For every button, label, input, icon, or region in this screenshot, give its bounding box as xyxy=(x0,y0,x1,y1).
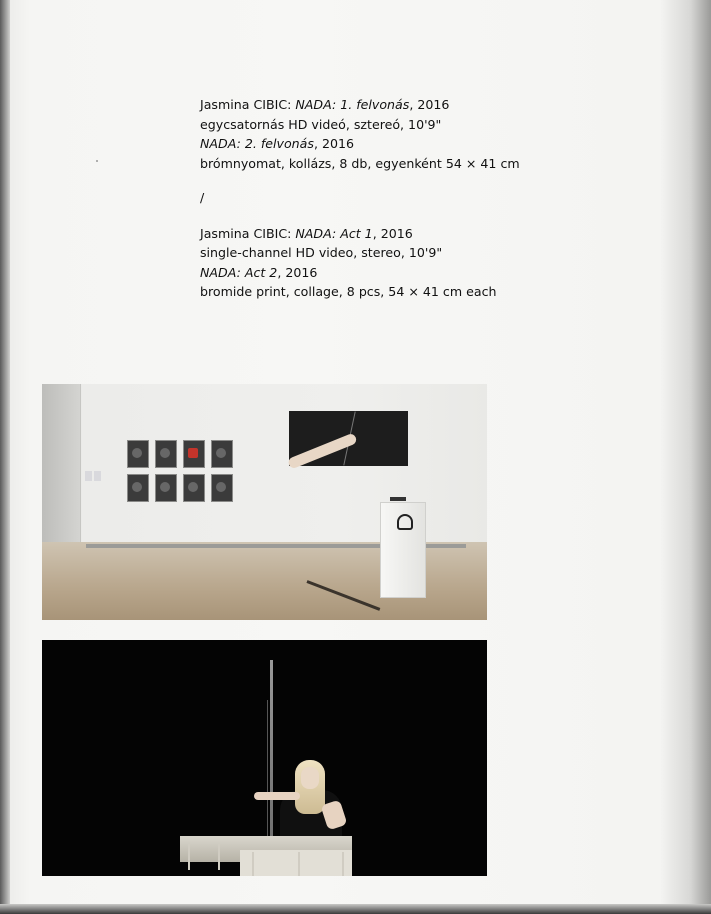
architectural-model-front xyxy=(240,850,352,876)
framed-print-red xyxy=(183,440,205,468)
headphones-icon xyxy=(397,514,413,530)
performer-face xyxy=(301,767,319,789)
model-post xyxy=(298,852,300,876)
model-post xyxy=(188,844,190,870)
work-year-2-en: , 2016 xyxy=(277,264,318,280)
page-binding-edge xyxy=(0,0,10,914)
wall-label xyxy=(94,471,101,481)
installation-view-photo xyxy=(42,384,487,620)
work-year-1: , 2016 xyxy=(409,97,450,112)
work-year-2: , 2016 xyxy=(313,136,355,151)
media-player xyxy=(390,497,406,501)
framed-print xyxy=(211,474,233,502)
framed-print xyxy=(183,474,205,502)
framed-print xyxy=(155,440,177,468)
artist-name: Jasmina CIBIC: xyxy=(200,97,296,112)
caption-en-line-3 xyxy=(200,263,620,283)
page-bottom-edge xyxy=(0,904,711,914)
work-title-2-en: NADA: Act 2 xyxy=(200,264,278,280)
performer-arm-left xyxy=(254,792,300,800)
framed-print xyxy=(155,474,177,502)
caption-hu-line-3 xyxy=(200,134,620,154)
framed-print xyxy=(127,440,149,468)
model-post xyxy=(342,852,344,876)
paper-speck xyxy=(96,160,98,162)
caption-hu-line-1 xyxy=(200,95,620,115)
artwork-caption xyxy=(200,95,620,302)
caption-hu-line-2: egycsatornás HD videó, sztereó, 10'9" xyxy=(200,116,442,132)
video-projection xyxy=(289,411,408,466)
work-year-1-en: , 2016 xyxy=(372,225,413,241)
language-separator: / xyxy=(200,190,205,205)
caption-en-line-1 xyxy=(200,224,620,244)
work-title-2: NADA: 2. felvonás xyxy=(200,136,314,151)
model-post xyxy=(252,852,254,876)
framed-print xyxy=(211,440,233,468)
artist-name-en: Jasmina CIBIC: xyxy=(200,225,296,241)
caption-en-line-2: single-channel HD video, stereo, 10'9" xyxy=(200,245,443,260)
caption-hu-line-4: brómnyomat, kollázs, 8 db, egyenként 54 × 41 cm xyxy=(200,155,520,171)
framed-print xyxy=(127,474,149,502)
video-still-photo xyxy=(42,640,487,876)
work-title-1: NADA: 1. felvonás xyxy=(295,97,410,112)
wall-label xyxy=(85,471,92,481)
harp-pole xyxy=(270,660,273,860)
work-title-1-en: NADA: Act 1 xyxy=(295,225,373,241)
harp-string xyxy=(267,700,268,850)
side-wall xyxy=(42,384,81,546)
model-post xyxy=(218,844,220,870)
caption-en-line-4: bromide print, collage, 8 pcs, 54 × 41 cm each xyxy=(200,284,497,299)
